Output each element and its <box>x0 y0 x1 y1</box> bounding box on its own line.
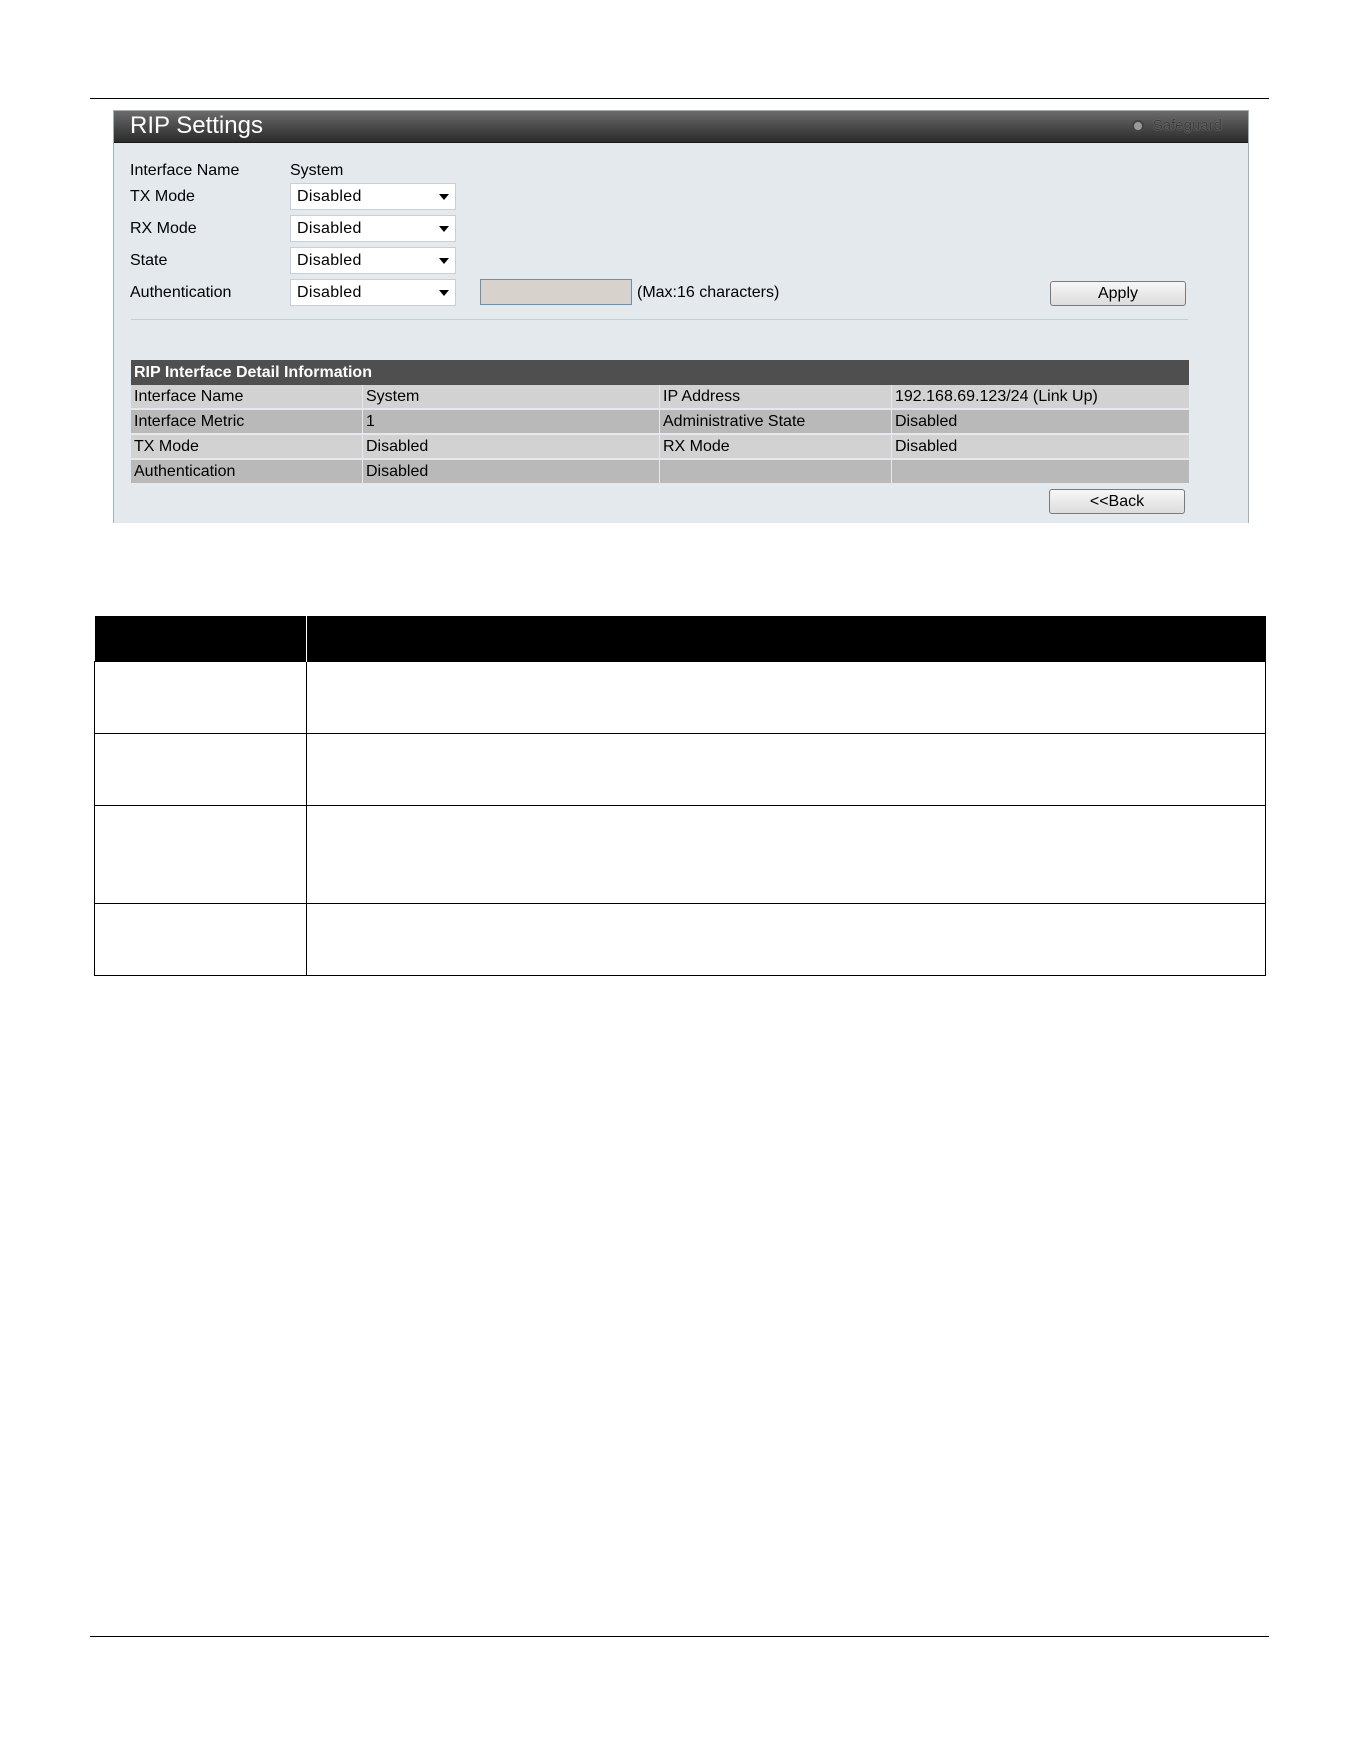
authentication-label: Authentication <box>130 284 232 301</box>
table-cell <box>95 904 307 976</box>
table-cell: Disabled <box>363 435 660 460</box>
tx-mode-select-value: Disabled <box>297 188 362 205</box>
table-cell: RX Mode <box>660 435 892 460</box>
description-header-cell <box>95 616 307 662</box>
safeguard-label: Safeguard <box>1152 117 1222 134</box>
safeguard-indicator <box>1132 117 1222 135</box>
authentication-select-value: Disabled <box>297 284 362 301</box>
table-row <box>131 435 1189 460</box>
page-title: RIP Settings <box>130 112 263 139</box>
table-cell <box>307 806 1266 904</box>
table-row <box>95 904 1266 976</box>
section-divider <box>131 319 1188 320</box>
table-cell: System <box>363 385 660 410</box>
table-cell: Disabled <box>363 460 660 485</box>
table-cell <box>95 662 307 734</box>
table-row <box>131 410 1189 435</box>
page-bottom-rule <box>90 1636 1269 1637</box>
state-select-value: Disabled <box>297 252 362 269</box>
table-row <box>95 662 1266 734</box>
table-row <box>131 385 1189 410</box>
state-label: State <box>130 252 168 269</box>
table-cell <box>95 806 307 904</box>
table-cell: Interface Name <box>131 385 363 410</box>
interface-name-value: System <box>290 162 344 179</box>
rx-mode-select-value: Disabled <box>297 220 362 237</box>
table-cell: Disabled <box>892 435 1189 460</box>
rip-interface-detail-table <box>131 360 1189 485</box>
description-header-row <box>95 616 1266 662</box>
page-top-rule <box>90 98 1269 99</box>
table-cell <box>307 734 1266 806</box>
table-row <box>95 806 1266 904</box>
state-select[interactable] <box>290 247 456 274</box>
authentication-key-input[interactable] <box>480 279 632 305</box>
table-cell: 1 <box>363 410 660 435</box>
chevron-down-icon <box>439 194 449 200</box>
detail-table-header: RIP Interface Detail Information <box>131 360 1189 385</box>
authentication-select[interactable] <box>290 279 456 306</box>
authentication-key-hint: (Max:16 characters) <box>637 284 780 301</box>
rip-settings-panel <box>113 110 1249 523</box>
table-cell: 192.168.69.123/24 (Link Up) <box>892 385 1189 410</box>
table-row <box>95 734 1266 806</box>
table-cell: Interface Metric <box>131 410 363 435</box>
chevron-down-icon <box>439 290 449 296</box>
safeguard-status-icon <box>1132 120 1144 132</box>
back-button[interactable]: <<Back <box>1049 489 1185 514</box>
rx-mode-label: RX Mode <box>130 220 197 237</box>
table-cell: Authentication <box>131 460 363 485</box>
table-row <box>131 460 1189 485</box>
description-header-cell <box>307 616 1266 662</box>
table-cell: TX Mode <box>131 435 363 460</box>
chevron-down-icon <box>439 226 449 232</box>
panel-titlebar <box>114 111 1248 143</box>
table-cell: Administrative State <box>660 410 892 435</box>
table-cell: Disabled <box>892 410 1189 435</box>
interface-name-label: Interface Name <box>130 162 240 179</box>
tx-mode-label: TX Mode <box>130 188 195 205</box>
table-cell <box>660 460 892 485</box>
table-cell <box>95 734 307 806</box>
chevron-down-icon <box>439 258 449 264</box>
table-cell: IP Address <box>660 385 892 410</box>
table-cell <box>307 662 1266 734</box>
parameter-description-table <box>94 616 1266 976</box>
apply-button[interactable]: Apply <box>1050 281 1186 306</box>
tx-mode-select[interactable] <box>290 183 456 210</box>
table-cell <box>892 460 1189 485</box>
rx-mode-select[interactable] <box>290 215 456 242</box>
table-cell <box>307 904 1266 976</box>
